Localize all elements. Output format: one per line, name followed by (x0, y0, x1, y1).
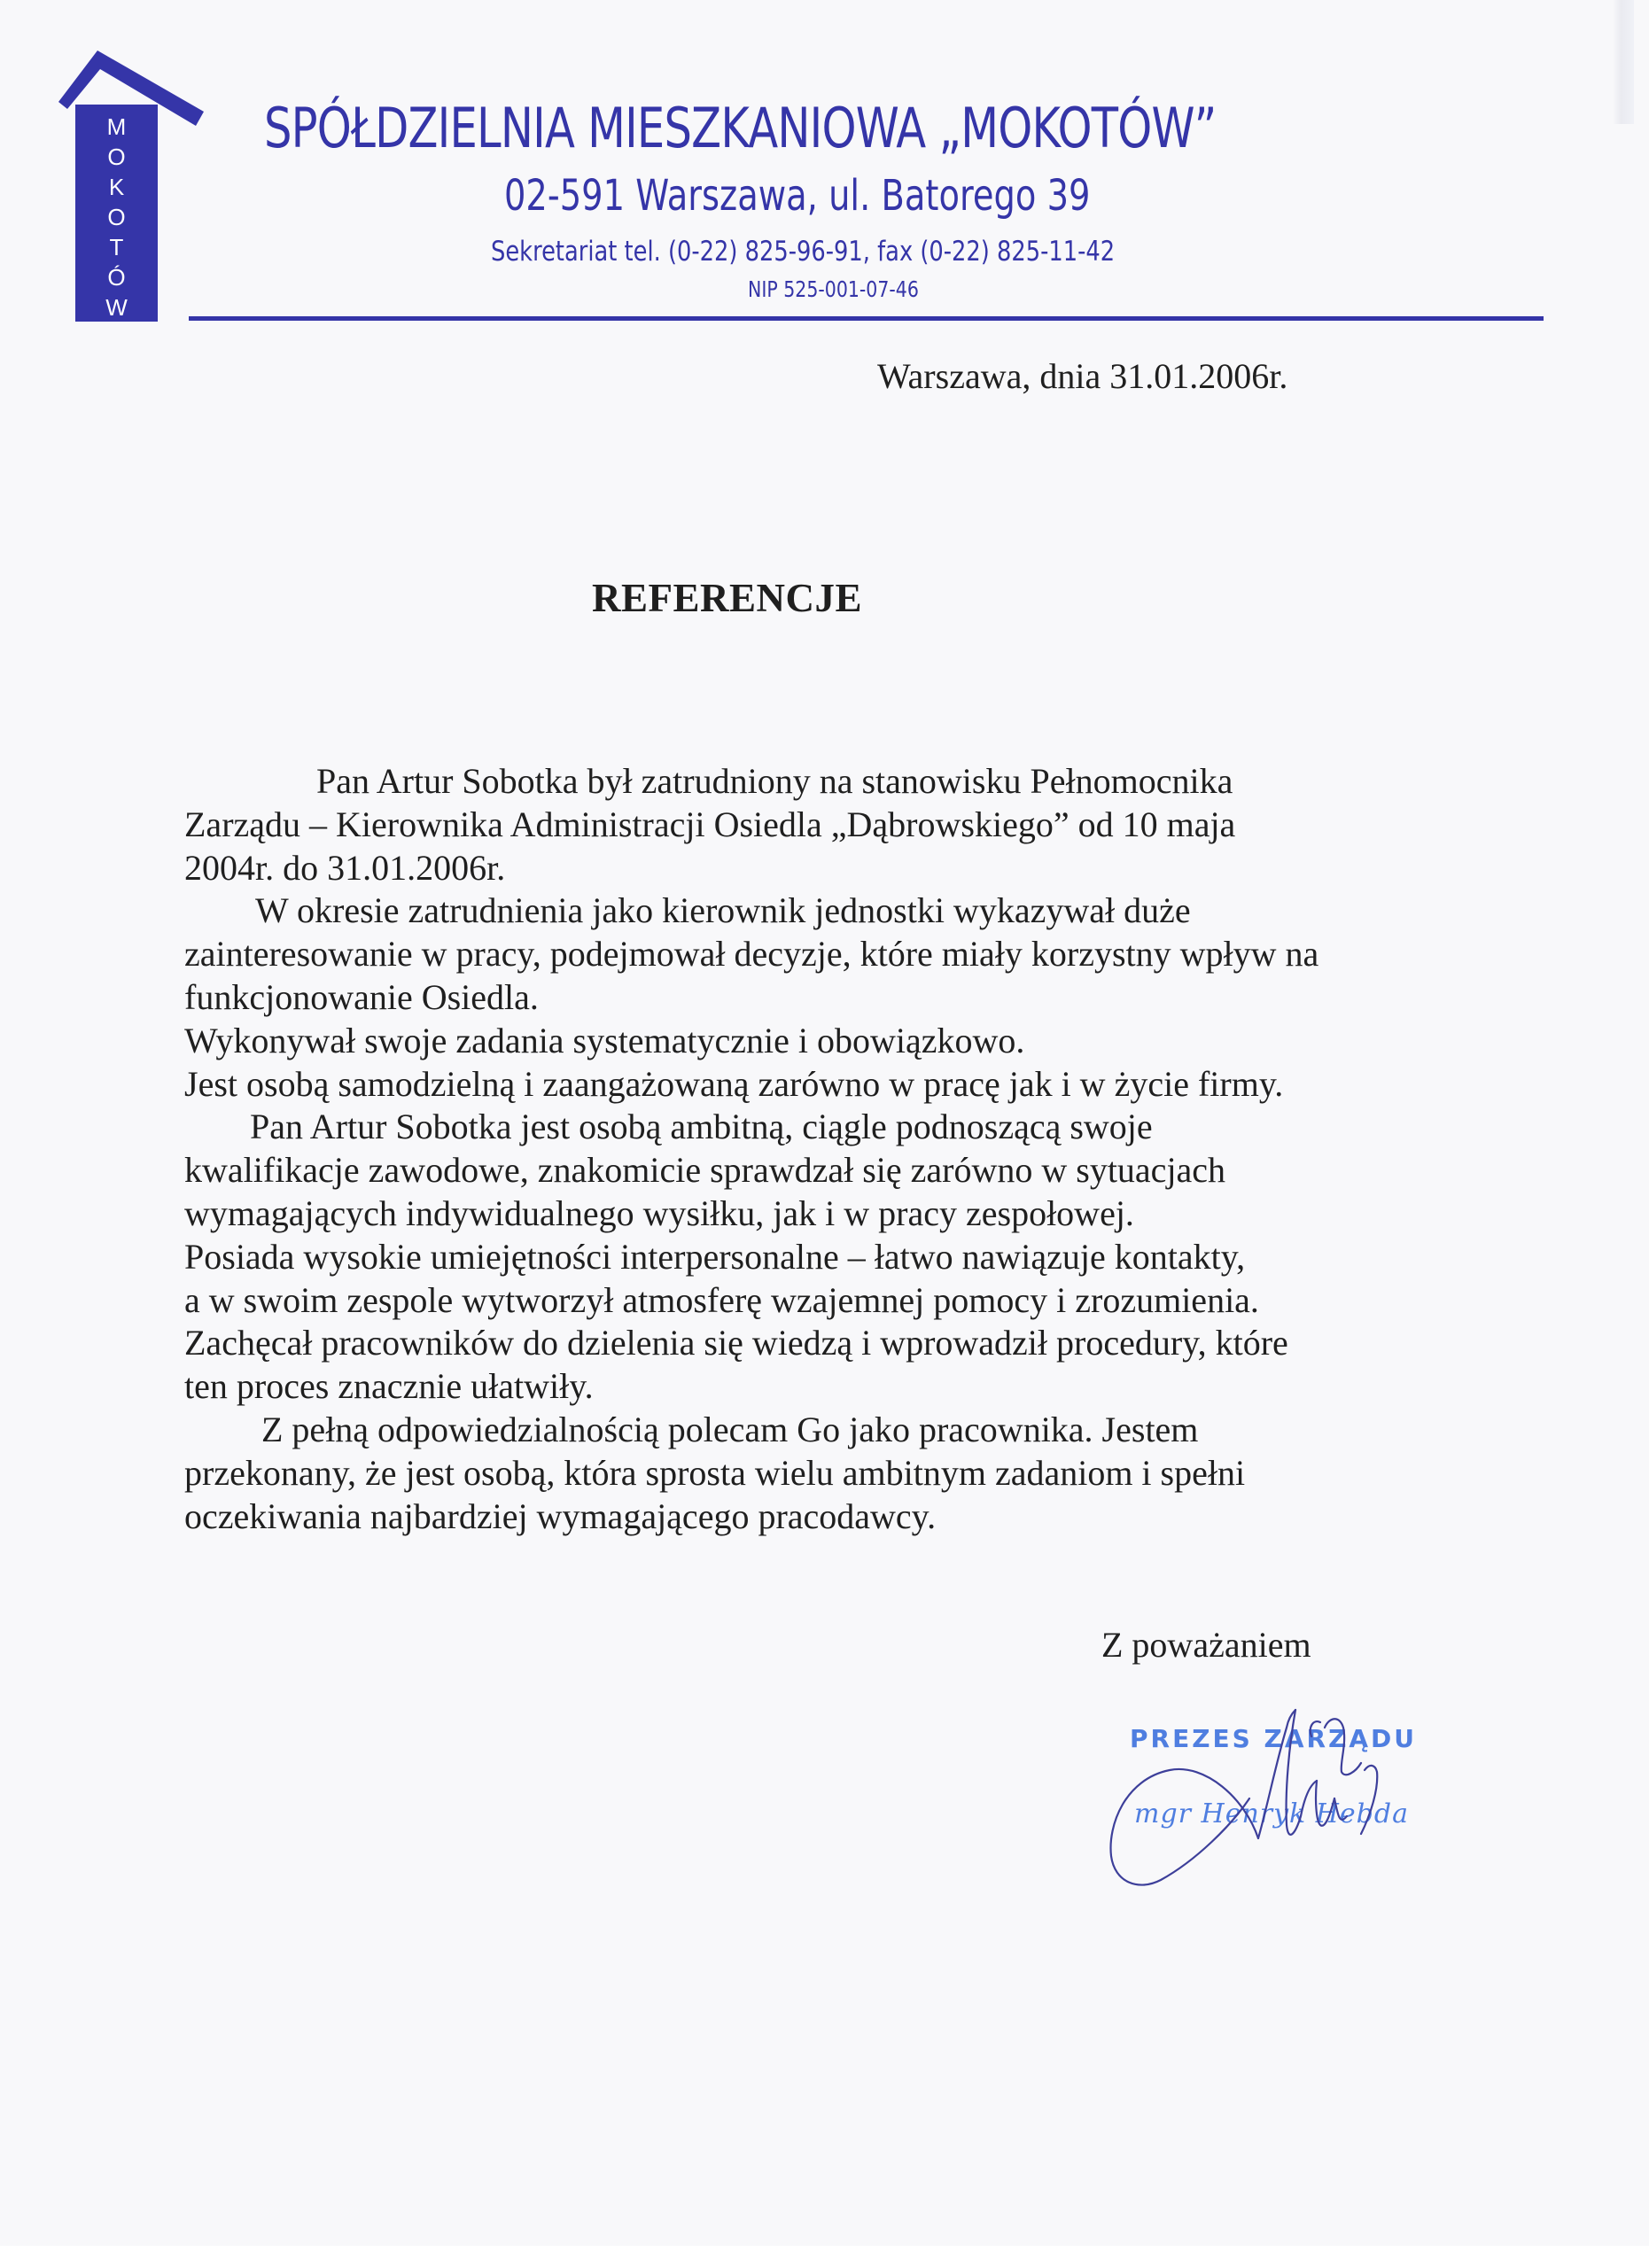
scan-edge-shadow (1613, 0, 1634, 124)
body-line: oczekiwania najbardziej wymagającego pracodawcy. (184, 1495, 937, 1536)
organization-nip: NIP 525-001-07-46 (748, 276, 919, 302)
body-line: ten proces znacznie ułatwiły. (184, 1366, 594, 1407)
body-line: W okresie zatrudnienia jako kierownik jednostki wykazywał duże (255, 890, 1191, 931)
body-line: Zachęcał pracowników do dzielenia się wiedzą i wprowadził procedury, które (184, 1323, 1288, 1363)
body-line: kwalifikacje zawodowe, znakomicie sprawdzał się zarówno w sytuacjach (184, 1150, 1226, 1191)
letter-body (184, 760, 1443, 1538)
body-line: 2004r. do 31.01.2006r. (184, 847, 506, 888)
logo-letter: O (107, 144, 126, 170)
stamp-position: PREZES ZARZĄDU (1130, 1724, 1418, 1753)
body-line: Zarządu – Kierownika Administracji Osiedla „Dąbrowskiego” od 10 maja (184, 804, 1236, 844)
logo-letter: T (109, 234, 124, 260)
body-line: Posiada wysokie umiejętności interpersonalne – łatwo nawiązuje kontakty, (184, 1236, 1246, 1277)
body-line: Jest osobą samodzielną i zaangażowaną zarówno w pracę jak i w życie firmy. (184, 1063, 1284, 1104)
body-line: przekonany, że jest osobą, która sprosta wielu ambitnym zadaniom i spełni (184, 1452, 1246, 1493)
body-line: funkcjonowanie Osiedla. (184, 976, 539, 1017)
organization-name: SPÓŁDZIELNIA MIESZKANIOWA „MOKOTÓW” (264, 96, 1217, 160)
body-line: Pan Artur Sobotka jest osobą ambitną, ciągle podnoszącą swoje (250, 1107, 1153, 1147)
stamp-name: mgr Henryk Hebda (1134, 1798, 1409, 1829)
body-line: a w swoim zespole wytworzył atmosferę wzajemnej pomocy i zrozumienia. (184, 1279, 1259, 1320)
logo-letter: Ó (107, 264, 126, 291)
body-line: Wykonywał swoje zadania systematycznie i obowiązkowo. (184, 1020, 1025, 1060)
organization-contact: Sekretariat tel. (0-22) 825-96-91, fax (0-22) 825-11-42 (491, 236, 1116, 268)
body-line: wymagających indywidualnego wysiłku, jak i w pracy zespołowej. (184, 1192, 1134, 1233)
letterhead-divider (189, 316, 1544, 321)
logo-letter: O (107, 204, 126, 230)
document-title: REFERENCJE (592, 576, 863, 620)
organization-address: 02-591 Warszawa, ul. Batorego 39 (504, 171, 1091, 221)
logo-letter: M (106, 113, 127, 140)
body-line: Z pełną odpowiedzialnością polecam Go jako pracownika. Jestem (261, 1409, 1199, 1449)
letter-date: Warszawa, dnia 31.01.2006r. (877, 356, 1288, 396)
body-line: Pan Artur Sobotka był zatrudniony na stanowisku Pełnomocnika (316, 761, 1233, 801)
logo-letter: K (108, 174, 125, 200)
logo-vertical-text (75, 115, 158, 319)
handwritten-signature-icon (1099, 1692, 1435, 1896)
closing-salutation: Z poważaniem (1101, 1625, 1311, 1665)
logo-letter: W (105, 294, 128, 321)
mokotow-logo (0, 0, 230, 337)
body-line: zainteresowanie w pracy, podejmował decyzje, które miały korzystny wpływ na (184, 934, 1319, 975)
